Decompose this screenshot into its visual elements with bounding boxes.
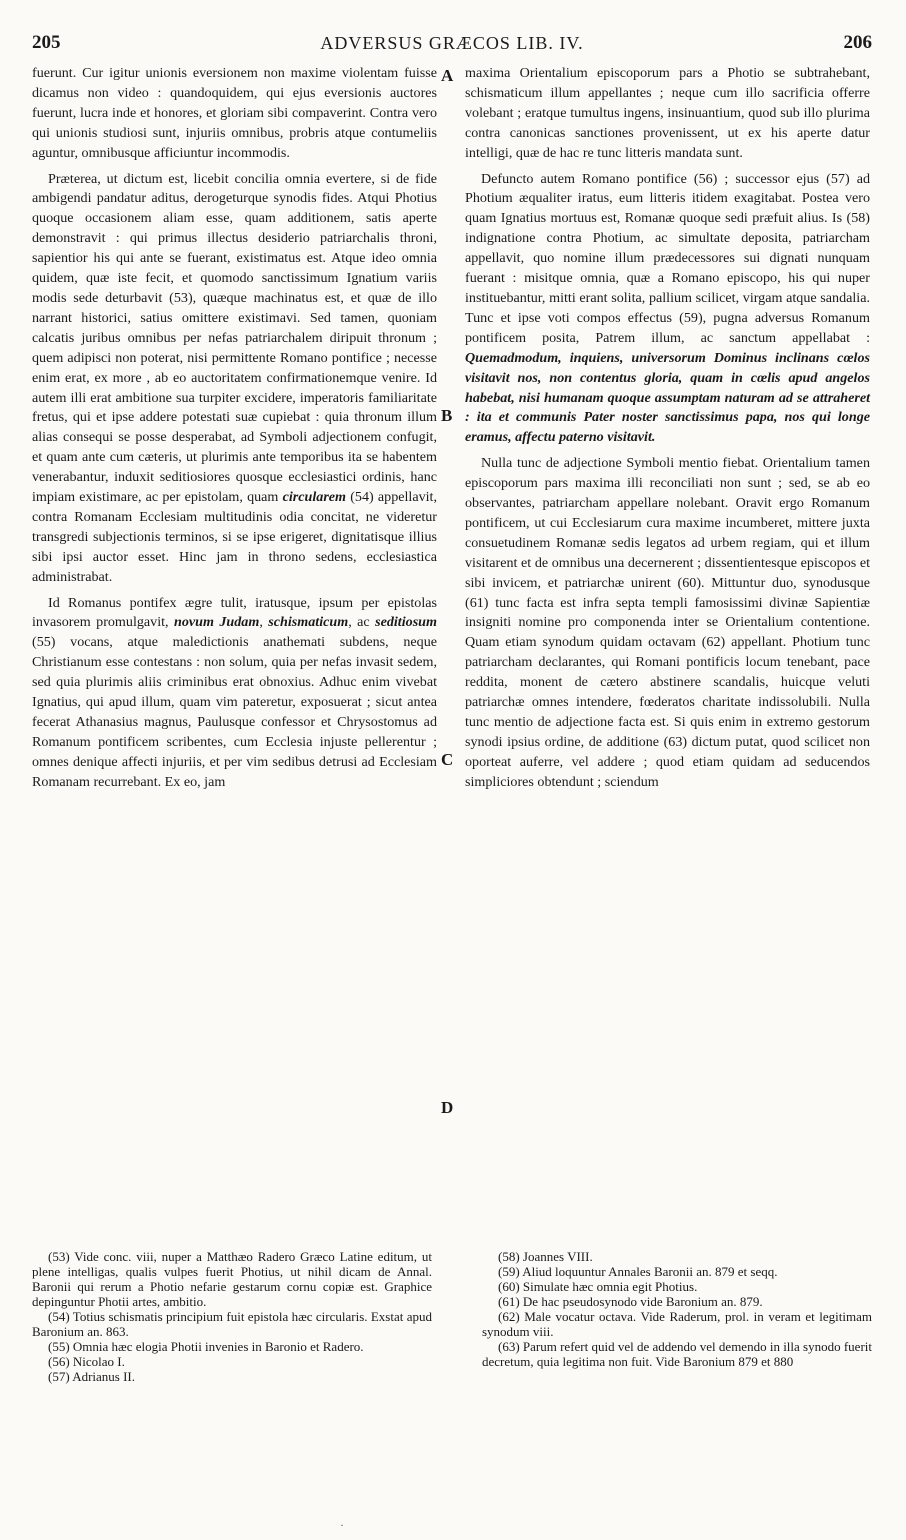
left-paragraph-3 (32, 594, 437, 793)
footnote: (63) Parum refert quid vel de addendo vel demendo in illa synodo fuerit decretum, quia legitima non fuit. Vide Baronium 879 et 880 (482, 1339, 873, 1369)
running-header (32, 32, 872, 56)
left-column (32, 64, 437, 793)
left-p3-d: (55) vocans, atque maledictionis anathemati subdens, neque Christianum esse contestans : non solum, quia per nefas invasit sedem, sed quia plurimis aliis criminibus erat obnoxius. Adhuc enim vivebat Ignatius, qui apud illum, quam vim pateretur, exposuerat ; sicut antea fecerat Athanasius magnus, Paulusque confessor et Chrysostomus ad Romanum pontificem scribentes, cum Ecclesia injuste pellerentur ; omnes denique affecti injuriis, et per vim sedibus detrusi ad Ecclesiam Romanam recurrebant. Ex eo, jam (32, 634, 437, 790)
footnote: (53) Vide conc. viii, nuper a Matthæo Radero Græco Latine editum, ut plene intelligas, qualis vulpes fuerit Photius, ut nihil dicam de Annal. Baronii qui rerum a Photio nefarie gestarum cornu copiæ est. Graphice depinguntur Photii artes, ambitio. (32, 1249, 432, 1309)
left-p2-text: Præterea, ut dictum est, licebit concilia omnia evertere, si de fide ambigendi pandatur aditus, derogeturque synodis fides. Atqui Photius quoque occasionem aliam esse, quam additionem, satis aperte demonstravit : qui primus illectus desiderio patriarchalis throni, sapientior his qui ante se fuerant, existimatus est. Atque ideo omnia quidem, quæ iste fecit, et quomodo sanctissimum Ignatium variis modis sede deturbavit (53), quæque machinatus est, et quæ de illo narrant historici, satius omittere existimavi. Sed tamen, quoniam calcatis juribus omnibus per nefas patriarchalem diripuit thronum ; quem adipisci non poterat, nisi permittente Romano pontifice ; necesse enim erat, ex more , ab eo auctoritatem confirmationemque venire. Id autem illi erat ambitione sua turpiter excidere, imperatoris familiaritate fretus, qui et ipse addere potestati suæ cupiebat : quia thronum illum alias consequi se posse desperabat, ad Symboli adjectionem confugit, et quam ante cum cæteris, ut plurimis ante temporibus ita se habentem venerabantur, induxit seditiosiores quosque ecclesiastici ordinis, hanc impiam existimare, ac per epistolam, quam (32, 170, 437, 506)
page-number-right: 206 (843, 32, 872, 53)
running-title: ADVERSUS GRÆCOS LIB. IV. (320, 33, 584, 53)
left-paragraph-1: fuerunt. Cur igitur unionis eversionem non maxime violentam fuisse dicamus non video : quandoquidem, qui ejus eversionis auctores fuerunt, lucra inde et honores, et gloriam sibi compaverint. Contra vero qui unionis studiosi sunt, injuriis omnibus, probris atque contumeliis aguntur, omnibusque afficiuntur incommodis. (32, 65, 437, 161)
right-paragraph-1: maxima Orientalium episcoporum pars a Photio se subtrahebant, schismaticum illum appellantes ; neque cum illo sacrificia offerre volebant ; eratque tumultus ingens, insinuantium, quod sub illo plurima contra canonicas sanctiones provenissent, ut ex his aperte datur intelligi, quæ de hac re tunc litteris mandata sunt. (465, 65, 870, 161)
left-p3-italic-3: seditiosum (375, 614, 437, 631)
footnote: (58) Joannes VIII. (498, 1249, 593, 1264)
print-speck: · (340, 1518, 344, 1532)
footnote: (54) Totius schismatis principium fuit epistola hæc circularis. Exstat apud Baronium an. 863. (32, 1309, 432, 1339)
footnotes-left (32, 1249, 432, 1384)
footnote: (61) De hac pseudosynodo vide Baronium an. 879. (498, 1294, 763, 1309)
right-column (465, 64, 870, 793)
footnote: (56) Nicolao I. (48, 1354, 125, 1369)
margin-marker-b: B (441, 406, 453, 425)
right-p2-text: Defuncto autem Romano pontifice (56) ; successor ejus (57) ad Photium æqualiter iratus, eum litteris itidem exagitabat. Postea vero quam Ignatius mortuus est, Romanæ quoque sedi præfuit alius. Is (58) indignatione contra Photium, ac simultate deposita, patriarcham appellavit, quo nomine illum prædecessores sui dignati nunquam fuerant : misitque omnia, quæ a Romano episcopo, his qui nuper instituebantur, mitti erant solita, pallium scilicet, virgam atque sandalia. Tunc et ipse voti compos effectus (59), pugna adversus Romanum pontificem posita, Patrem illum, ac sanctum appellabat : (465, 170, 870, 346)
footnotes-right (482, 1249, 872, 1369)
footnote: (57) Adrianus II. (48, 1369, 136, 1384)
left-p3-b: , (259, 614, 263, 631)
left-p2-italic: circularem (282, 489, 347, 506)
left-paragraph-2 (32, 170, 437, 588)
right-paragraph-2 (465, 170, 870, 449)
left-p3-c: , ac (348, 614, 370, 631)
right-p2-italic-quote: Quemadmodum, inquiens, universorum Dominus inclinans cœlos visitavit nos, non contentus gloria, quam in cœlis apud angelos habebat, nisi humanam quoque assumptam naturam ad se attraheret : ita et communis Pater noster sanctissimus papa, nos qui longe eramus, affectu paterno visitavit. (465, 349, 870, 446)
left-p3-a: Id Romanus pontifex ægre tulit, iratusque, ipsum per epistolas invasorem promulgavit, (32, 594, 437, 631)
left-p3-italic-1: novum Judam (174, 614, 260, 631)
left-p2-tail: (54) appellavit, contra Romanam Ecclesiam multitudinis odia concitat, ne videretur transgredi subjectionis terminos, si se ipse erigeret, dignitatisque illius sibi ipsi auctor esset. Hinc jam in throno sedens, ecclesiastica administrabat. (32, 489, 438, 585)
left-p3-italic-2: schismaticum (268, 614, 349, 631)
footnote: (55) Omnia hæc elogia Photii invenies in Baronio et Radero. (48, 1339, 364, 1354)
footnote: (60) Simulate hæc omnia egit Photius. (498, 1279, 698, 1294)
footnote: (59) Aliud loquuntur Annales Baronii an. 879 et seqq. (498, 1264, 778, 1279)
margin-marker-a: A (441, 66, 454, 85)
margin-marker-c: C (441, 750, 454, 769)
margin-marker-d: D (441, 1098, 454, 1117)
right-paragraph-3: Nulla tunc de adjectione Symboli mentio fiebat. Orientalium tamen episcoporum pars maxima illi reconciliati non sunt ; sed, se ab eo observantes, patriarcham appellare nolebant. Oravit ergo Romanum pontificem, ut cui Ecclesiarum cura maxime incumberet, mittere juxta consuetudinem Romanæ sedis legatos ad urbem regiam, qui et illum visitarent et de omnibus una decernerent ; dissentientesque episcopos et sibi invicem, et patriarchæ unirent (60). Mittuntur duo, synodusque (61) tunc facta est infra septa templi famosissimi divinæ Sapientiæ insigniti nomine pro componenda inter se Orientalium contentione. Quam etiam synodum quidam octavam (62) appellant. Photium tunc patriarcham declarantes, qui Romani pontificis locum tenebant, pace reddita, monent de cætero abstinere scandalis, huicque veluti patriarchæ omnes intendere, fœderatos charitate indissolubili. Nulla tunc mentio de adjectione facta est. Si quis enim in extremo gestorum synodi ipsius ordine, de additione (63) dictum putat, quod scilicet non oporteat auferre, vel addere ; quod etiam quidam ad seducendos simpliciores obtendunt ; sciendum (465, 455, 870, 790)
page-number-left: 205 (32, 32, 61, 53)
footnote: (62) Male vocatur octava. Vide Raderum, prol. in veram et legitimam synodum viii. (482, 1309, 872, 1339)
